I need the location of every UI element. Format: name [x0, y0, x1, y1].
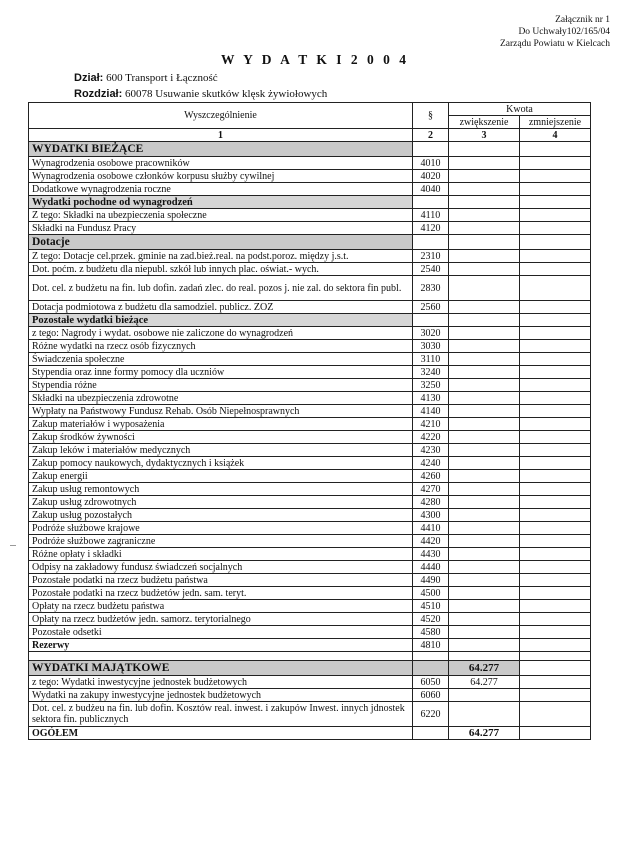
row-zwieksz — [449, 509, 520, 522]
spacer-label — [29, 652, 413, 661]
row-zmniejsz — [520, 496, 591, 509]
section-par — [413, 235, 449, 250]
row-zwieksz — [449, 522, 520, 535]
row-zwieksz: 64.277 — [449, 676, 520, 689]
row-zmniejsz — [520, 561, 591, 574]
total-par — [413, 727, 449, 740]
section-zmniejsz — [520, 142, 591, 157]
row-zmniejsz — [520, 183, 591, 196]
table-row — [29, 418, 591, 431]
attachment-line-2: Do Uchwały102/165/04 — [518, 27, 610, 37]
row-paragraph: 4490 — [413, 574, 449, 587]
row-paragraph: 4140 — [413, 405, 449, 418]
row-paragraph: 4220 — [413, 431, 449, 444]
row-zmniejsz — [520, 483, 591, 496]
row-zwieksz — [449, 702, 520, 727]
row-label: Stypendia oraz inne formy pomocy dla uczniów — [29, 366, 413, 379]
dzial-label: Dział: — [74, 72, 104, 84]
row-label: Zakup pomocy naukowych, dydaktycznych i książek — [29, 457, 413, 470]
table-row — [29, 483, 591, 496]
table-row — [29, 340, 591, 353]
table-row — [29, 263, 591, 276]
section-zwieksz — [449, 196, 520, 209]
table-row — [29, 626, 591, 639]
col-num-1: 1 — [29, 129, 413, 142]
row-label: Pozostałe odsetki — [29, 626, 413, 639]
row-zwieksz — [449, 340, 520, 353]
row-paragraph: 2830 — [413, 276, 449, 301]
row-zmniejsz — [520, 548, 591, 561]
row-zmniejsz — [520, 702, 591, 727]
table-row — [29, 209, 591, 222]
table-row — [29, 509, 591, 522]
col-header-par: § — [413, 103, 449, 129]
row-paragraph: 3240 — [413, 366, 449, 379]
table-row — [29, 157, 591, 170]
row-label: Zakup usług zdrowotnych — [29, 496, 413, 509]
section-title: WYDATKI MAJĄTKOWE — [29, 661, 413, 676]
table-body — [29, 103, 591, 740]
row-label: Wynagrodzenia osobowe członków korpusu służby cywilnej — [29, 170, 413, 183]
row-zmniejsz — [520, 613, 591, 626]
row-zwieksz — [449, 366, 520, 379]
section-header-row — [29, 235, 591, 250]
row-label: Pozostałe podatki na rzecz budżetu państwa — [29, 574, 413, 587]
row-zmniejsz — [520, 444, 591, 457]
table-row — [29, 470, 591, 483]
row-paragraph: 4120 — [413, 222, 449, 235]
row-zwieksz — [449, 418, 520, 431]
row-zmniejsz — [520, 600, 591, 613]
row-zmniejsz — [520, 639, 591, 652]
col-header-kwota: Kwota — [449, 103, 591, 116]
row-paragraph: 3250 — [413, 379, 449, 392]
row-paragraph: 2560 — [413, 301, 449, 314]
row-zmniejsz — [520, 366, 591, 379]
table-row — [29, 613, 591, 626]
row-zmniejsz — [520, 353, 591, 366]
row-zmniejsz — [520, 689, 591, 702]
row-label: Opłaty na rzecz budżetu państwa — [29, 600, 413, 613]
row-paragraph: 4300 — [413, 509, 449, 522]
row-zwieksz — [449, 470, 520, 483]
table-row — [29, 689, 591, 702]
row-paragraph: 4270 — [413, 483, 449, 496]
row-label: z tego: Wydatki inwestycyjne jednostek budżetowych — [29, 676, 413, 689]
row-label: Rezerwy — [29, 639, 413, 652]
section-header-row — [29, 196, 591, 209]
row-zmniejsz — [520, 535, 591, 548]
row-zwieksz — [449, 639, 520, 652]
section-zwieksz — [449, 142, 520, 157]
section-title: WYDATKI BIEŻĄCE — [29, 142, 413, 157]
row-zwieksz — [449, 561, 520, 574]
row-paragraph: 2310 — [413, 250, 449, 263]
row-zmniejsz — [520, 509, 591, 522]
row-label: Opłaty na rzecz budżetów jedn. samorz. terytorialnego — [29, 613, 413, 626]
col-num-4: 4 — [520, 129, 591, 142]
col-header-spec: Wyszczególnienie — [29, 103, 413, 129]
row-paragraph: 6050 — [413, 676, 449, 689]
row-label: Podróże służbowe zagraniczne — [29, 535, 413, 548]
section-par — [413, 142, 449, 157]
table-row — [29, 535, 591, 548]
table-row — [29, 548, 591, 561]
section-zmniejsz — [520, 314, 591, 327]
row-paragraph: 4510 — [413, 600, 449, 613]
row-zwieksz — [449, 353, 520, 366]
col-num-3: 3 — [449, 129, 520, 142]
row-zmniejsz — [520, 405, 591, 418]
row-label: Zakup usług remontowych — [29, 483, 413, 496]
row-zmniejsz — [520, 222, 591, 235]
row-label: Wynagrodzenia osobowe pracowników — [29, 157, 413, 170]
row-label: Z tego: Składki na ubezpieczenia społeczne — [29, 209, 413, 222]
row-paragraph: 4500 — [413, 587, 449, 600]
table-row — [29, 561, 591, 574]
row-zmniejsz — [520, 263, 591, 276]
table-row — [29, 457, 591, 470]
row-zmniejsz — [520, 209, 591, 222]
section-title: Dotacje — [29, 235, 413, 250]
table-row — [29, 444, 591, 457]
spacer-row — [29, 652, 591, 661]
row-paragraph: 4110 — [413, 209, 449, 222]
rozdzial-label: Rozdział: — [74, 88, 123, 100]
table-row — [29, 392, 591, 405]
row-label: Zakup energii — [29, 470, 413, 483]
table-row — [29, 222, 591, 235]
row-label: Dotacja podmiotowa z budżetu dla samodziel. publicz. ZOZ — [29, 301, 413, 314]
row-zwieksz — [449, 170, 520, 183]
row-paragraph: 6220 — [413, 702, 449, 727]
row-paragraph: 4210 — [413, 418, 449, 431]
row-paragraph: 4240 — [413, 457, 449, 470]
row-zmniejsz — [520, 392, 591, 405]
row-label: Wydatki na zakupy inwestycyjne jednostek budżetowych — [29, 689, 413, 702]
row-label: Składki na ubezpieczenia zdrowotne — [29, 392, 413, 405]
section-title: Pozostałe wydatki bieżące — [29, 314, 413, 327]
row-label: Zakup usług pozostałych — [29, 509, 413, 522]
dzial-line — [74, 72, 218, 84]
section-zmniejsz — [520, 196, 591, 209]
row-zwieksz — [449, 587, 520, 600]
table-row — [29, 587, 591, 600]
row-paragraph: 4260 — [413, 470, 449, 483]
row-zmniejsz — [520, 157, 591, 170]
row-paragraph: 4010 — [413, 157, 449, 170]
row-zwieksz — [449, 183, 520, 196]
row-zmniejsz — [520, 170, 591, 183]
row-zwieksz — [449, 301, 520, 314]
spacer-par — [413, 652, 449, 661]
table-row — [29, 327, 591, 340]
section-par — [413, 196, 449, 209]
row-zwieksz — [449, 535, 520, 548]
col-header-zwieksz: zwiększenie — [449, 116, 520, 129]
table-row — [29, 431, 591, 444]
section-zmniejsz — [520, 235, 591, 250]
row-paragraph: 4430 — [413, 548, 449, 561]
section-par — [413, 314, 449, 327]
row-paragraph: 2540 — [413, 263, 449, 276]
table-row — [29, 639, 591, 652]
row-paragraph: 4280 — [413, 496, 449, 509]
table-row — [29, 353, 591, 366]
table-row — [29, 301, 591, 314]
spacer-zm — [520, 652, 591, 661]
dzial-value: 600 Transport i Łączność — [106, 72, 218, 84]
row-label: Podróże służbowe krajowe — [29, 522, 413, 535]
section-header-row — [29, 314, 591, 327]
row-paragraph: 4410 — [413, 522, 449, 535]
section-zwieksz — [449, 235, 520, 250]
row-zwieksz — [449, 431, 520, 444]
row-label: Zakup materiałów i wyposażenia — [29, 418, 413, 431]
row-paragraph: 4440 — [413, 561, 449, 574]
row-zwieksz — [449, 613, 520, 626]
row-label: Zakup leków i materiałów medycznych — [29, 444, 413, 457]
section-header-row — [29, 661, 591, 676]
row-paragraph: 4130 — [413, 392, 449, 405]
row-zwieksz — [449, 222, 520, 235]
row-zwieksz — [449, 548, 520, 561]
row-paragraph: 4520 — [413, 613, 449, 626]
section-zwieksz — [449, 314, 520, 327]
row-label: z tego: Nagrody i wydat. osobowe nie zaliczone do wynagrodzeń — [29, 327, 413, 340]
section-zmniejsz — [520, 661, 591, 676]
row-paragraph: 6060 — [413, 689, 449, 702]
row-zwieksz — [449, 689, 520, 702]
rozdzial-value: 60078 Usuwanie skutków klęsk żywiołowych — [125, 88, 328, 100]
table-row — [29, 250, 591, 263]
row-paragraph: 3020 — [413, 327, 449, 340]
table-row — [29, 170, 591, 183]
row-label: Dodatkowe wynagrodzenia roczne — [29, 183, 413, 196]
row-zwieksz — [449, 405, 520, 418]
section-zwieksz: 64.277 — [449, 661, 520, 676]
row-label: Dot. cel. z budżetu na fin. lub dofin. zadań zlec. do real. pozos j. nie zal. do sektora fin publ. — [29, 276, 413, 301]
row-zwieksz — [449, 157, 520, 170]
col-header-zmniejsz: zmniejszenie — [520, 116, 591, 129]
total-value: 64.277 — [449, 727, 520, 740]
row-zwieksz — [449, 392, 520, 405]
header-row — [29, 103, 591, 116]
table-row — [29, 574, 591, 587]
row-label: Pozostałe podatki na rzecz budżetów jedn. sam. teryt. — [29, 587, 413, 600]
row-zmniejsz — [520, 276, 591, 301]
row-label: Wypłaty na Państwowy Fundusz Rehab. Osób Niepełnosprawnych — [29, 405, 413, 418]
table-row — [29, 276, 591, 301]
row-zwieksz — [449, 496, 520, 509]
row-label: Składki na Fundusz Pracy — [29, 222, 413, 235]
row-zmniejsz — [520, 327, 591, 340]
table-row — [29, 522, 591, 535]
section-par — [413, 661, 449, 676]
table-row — [29, 183, 591, 196]
row-label: Dot. cel. z budżeu na fin. lub dofin. Kosztów real. inwest. i zakupów Inwest. innych jdnostek sektora fin. publicznych — [29, 702, 413, 727]
attachment-line-1: Załącznik nr 1 — [555, 15, 610, 25]
row-zwieksz — [449, 600, 520, 613]
row-label: Świadczenia społeczne — [29, 353, 413, 366]
table-row — [29, 496, 591, 509]
scan-mark — [10, 545, 16, 546]
row-paragraph: 4230 — [413, 444, 449, 457]
row-paragraph: 3030 — [413, 340, 449, 353]
row-label: Z tego: Dotacje cel.przek. gminie na zad.bież.real. na podst.poroz. między j.s.t. — [29, 250, 413, 263]
row-zmniejsz — [520, 470, 591, 483]
table-row — [29, 379, 591, 392]
row-zmniejsz — [520, 457, 591, 470]
total-row — [29, 727, 591, 740]
rozdzial-line — [74, 88, 327, 100]
row-zmniejsz — [520, 250, 591, 263]
attachment-line-3: Zarządu Powiatu w Kielcach — [500, 39, 610, 49]
row-zmniejsz — [520, 574, 591, 587]
row-zmniejsz — [520, 379, 591, 392]
row-label: Odpisy na zakładowy fundusz świadczeń socjalnych — [29, 561, 413, 574]
table-row — [29, 702, 591, 727]
col-num-2: 2 — [413, 129, 449, 142]
row-paragraph: 4810 — [413, 639, 449, 652]
row-zmniejsz — [520, 431, 591, 444]
row-label: Zakup środków żywności — [29, 431, 413, 444]
section-title: Wydatki pochodne od wynagrodzeń — [29, 196, 413, 209]
row-zmniejsz — [520, 676, 591, 689]
row-paragraph: 4580 — [413, 626, 449, 639]
row-zwieksz — [449, 276, 520, 301]
row-zmniejsz — [520, 522, 591, 535]
section-header-row — [29, 142, 591, 157]
table-row — [29, 366, 591, 379]
row-zwieksz — [449, 327, 520, 340]
row-zmniejsz — [520, 301, 591, 314]
table-row — [29, 600, 591, 613]
row-zmniejsz — [520, 418, 591, 431]
row-zwieksz — [449, 483, 520, 496]
expenditure-table — [28, 102, 591, 740]
row-zwieksz — [449, 626, 520, 639]
row-paragraph: 4040 — [413, 183, 449, 196]
row-zwieksz — [449, 574, 520, 587]
row-paragraph: 4420 — [413, 535, 449, 548]
row-paragraph: 3110 — [413, 353, 449, 366]
row-label: Dot. poćm. z budżetu dla niepubl. szkół lub innych plac. oświat.- wych. — [29, 263, 413, 276]
attachment-header — [500, 14, 610, 50]
row-zwieksz — [449, 379, 520, 392]
table-row — [29, 405, 591, 418]
column-number-row — [29, 129, 591, 142]
row-label: Różne opłaty i składki — [29, 548, 413, 561]
table-row — [29, 676, 591, 689]
row-zmniejsz — [520, 626, 591, 639]
row-zwieksz — [449, 457, 520, 470]
row-paragraph: 4020 — [413, 170, 449, 183]
row-zwieksz — [449, 263, 520, 276]
total-zmniejsz — [520, 727, 591, 740]
page-title: W Y D A T K I 2 0 0 4 — [220, 52, 410, 67]
spacer-zw — [449, 652, 520, 661]
row-label: Różne wydatki na rzecz osób fizycznych — [29, 340, 413, 353]
row-zmniejsz — [520, 587, 591, 600]
row-zwieksz — [449, 444, 520, 457]
row-zwieksz — [449, 250, 520, 263]
row-zmniejsz — [520, 340, 591, 353]
total-label: OGÓŁEM — [29, 727, 413, 740]
row-zwieksz — [449, 209, 520, 222]
row-label: Stypendia różne — [29, 379, 413, 392]
